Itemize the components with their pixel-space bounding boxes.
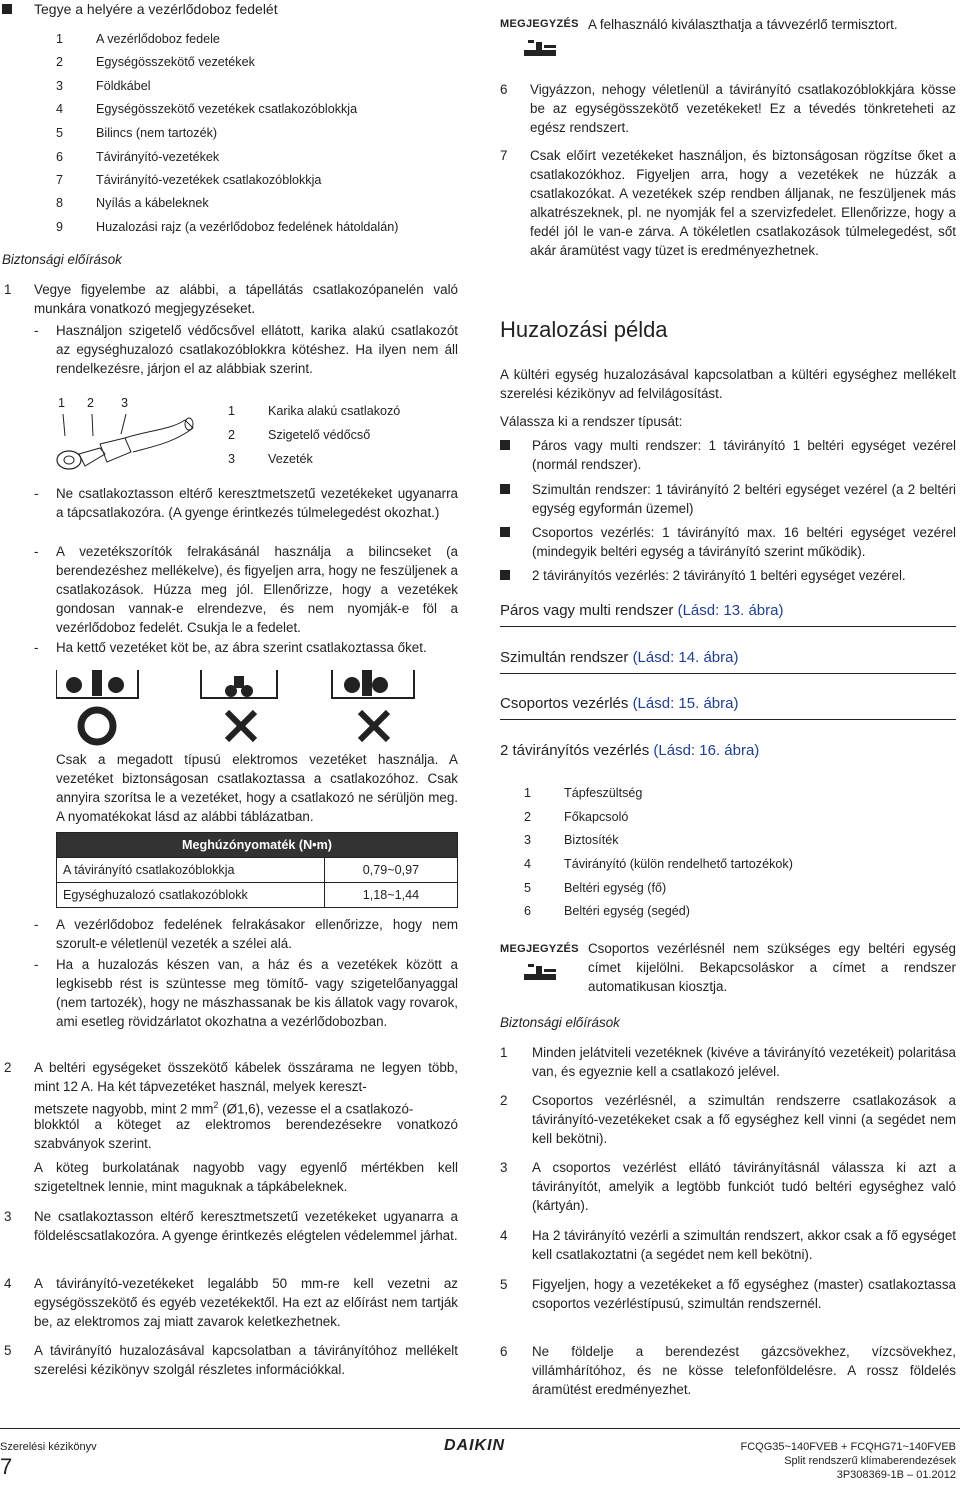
list-item: 7 Távirányító-vezetékek csatlakozóblokkja: [56, 173, 322, 187]
item-text: Vegye figyelembe az alábbi, a tápellátás csatlakozópanelén való munkára vonatkozó megjegyzéseket.: [34, 282, 458, 316]
legend-item: 5 Beltéri egység (fő): [524, 881, 667, 895]
item-text: Ha 2 távirányító vezérli a szimultán rendszert, akkor csak a fő egységet kell csatlakoztatni (a segédet nem kell bekötni).: [532, 1228, 956, 1262]
item-number: 3: [500, 1160, 508, 1175]
divider: [500, 626, 956, 627]
item-number: 5: [500, 1277, 508, 1292]
bullet-square-icon: [500, 440, 510, 450]
dash-text: Ne csatlakoztasson eltérő keresztmetszetű vezetékeket ugyanarra a tápcsatlakozóra. (A gyenge érintkezés túlmelegedést okozhat.): [56, 486, 458, 520]
item-text: blokktól a köteget az elektromos berendezésekre vonatkozó szabványok szerint.: [34, 1117, 458, 1151]
wire-connection-examples: [56, 668, 416, 748]
table-row: A távirányító csatlakozóblokkja 0,79~0,97: [57, 858, 458, 883]
item-text: A távirányító huzalozásával kapcsolatban a távirányítóhoz mellékelt szerelési kézikönyv szolgál részletes információkkal.: [34, 1343, 458, 1377]
divider: [500, 719, 956, 720]
item-text: A csoportos vezérlést ellátó távirányításnál válassza ki azt a távirányítót, amelyik a legtöbb funkciót tudó beltéri egységhez való (kártyán).: [532, 1160, 956, 1213]
correct-example: [56, 670, 138, 742]
wrong-example-2: [332, 670, 414, 740]
ring-terminal-figure: [55, 414, 215, 484]
item-text: A köteg burkolatának nagyobb vagy egyenlő mértékben kell szigeteltnek lennie, mint maguknak a tápkábeleknek.: [34, 1160, 458, 1194]
dash: -: [34, 323, 39, 338]
item-text: Ne földelje a berendezést gázcsövekhez, vízcsövekhez, villámhárítóhoz, és ne kösse telefonföldelésre. A rossz földelés áramütést eredményezhet.: [532, 1344, 956, 1397]
safety-title: Biztonsági előírások: [2, 252, 122, 267]
dash-text: Ha a huzalozás készen van, a ház és a vezetékek között a legkisebb rést is szüntesse meg tömítő- vagy szigetelőanyaggal (nem tartozék), hogy ne mászhassanak be kis állatok vagy rovarok, ami esetleg rövidzárlatot okozhatna a vezérlődobozban.: [56, 957, 458, 1029]
item-text: A távirányító-vezetékeket legalább 50 mm-re kell vezetni az egységösszekötő és egyéb vezetékektől. Ha ezt az előírást nem tartják be, az elektromos zaj miatt zavarok keletkezhetnek.: [34, 1276, 458, 1329]
subheading: 2 távirányítós vezérlés (Lásd: 16. ábra): [500, 742, 760, 759]
safety-title: Biztonsági előírások: [500, 1015, 620, 1030]
list-item: 3 Földkábel: [56, 79, 151, 93]
item-number: 5: [4, 1343, 12, 1358]
note-text: A felhasználó kiválaszthatja a távvezérlő termisztort.: [588, 17, 898, 32]
legend-item: 3 Vezeték: [228, 452, 313, 466]
legend-item: 2 Főkapcsoló: [524, 810, 629, 824]
item-number: 2: [4, 1060, 12, 1075]
legend-item: 1 Tápfeszültség: [524, 786, 643, 800]
figure-number: 3: [121, 396, 129, 410]
figure-number: 1: [58, 396, 66, 410]
section-heading: Tegye a helyére a vezérlődoboz fedelét: [34, 1, 278, 17]
item-number: 1: [4, 282, 12, 297]
bullet-square-icon: [2, 4, 12, 14]
legend-item: 1 Karika alakú csatlakozó: [228, 404, 401, 418]
item-text: Figyeljen, hogy a vezetékeket a fő egységhez (master) csatlakoztassa csoportos vezérléstípusú, szimultán rendszernél.: [532, 1277, 956, 1311]
list-item: 6 Távirányító-vezetékek: [56, 150, 220, 164]
list-item: 1 A vezérlődoboz fedele: [56, 32, 220, 46]
list-item: 8 Nyílás a kábeleknek: [56, 196, 209, 210]
item-text: Csak előírt vezetékeket használjon, és biztonságosan rögzítse őket a csatlakozókhoz. Figyeljen arra, hogy a vezetékek ne húzzák a csatlakozókat. A vezetékek szép rendben álljanak, ne feszüljenek más alkatrészeknek, pl. ne nyomják fel a szervizfedelet. Ellenőrizze, hogy a fedél jól le van-e zárva. A tökéletlen csatlakozások túlmelegedést, sőt akár áramütést vagy tüzet is eredményezhetnek.: [530, 148, 956, 258]
note-label: MEGJEGYZÉS: [500, 943, 579, 955]
subheading: Páros vagy multi rendszer (Lásd: 13. ábra): [500, 602, 784, 619]
footer-manual: Szerelési kézikönyv: [0, 1441, 97, 1453]
dash: -: [34, 544, 39, 559]
item-number: 3: [4, 1209, 12, 1224]
bullet-square-icon: [500, 570, 510, 580]
dash-text: A vezetékszorítók felrakásánál használja a bilincseket (a berendezéshez mellékelve), és figyeljen arra, hogy ne feszüljenek a csatlakozások. Húzza meg jól. Ellenőrizze, hogy a vezetékek gondosan vannak-e elrendezve, és nem nyomják-e föl a vezérlődoboz fedelét. Csukja le a fedelet.: [56, 544, 458, 635]
item-text: Ne csatlakoztasson eltérő keresztmetszetű vezetékeket ugyanarra a földeléscsatlakozóra. A gyenge érintkezés elégtelen védelemmel járhat.: [34, 1209, 458, 1243]
item-text: Minden jelátviteli vezetéknek (kivéve a távirányító vezetékeit) polaritása van, és egyeznie kell a csatlakozó jelével.: [532, 1045, 956, 1079]
subheading: Szimultán rendszer (Lásd: 14. ábra): [500, 649, 739, 666]
item-text-line: metszete nagyobb, mint 2 $mm^2$ (Ø1,6), vezesse el a csatlakozó-: [34, 1100, 414, 1117]
legend-item: 6 Beltéri egység (segéd): [524, 904, 691, 918]
footer-info: FCQG35~140FVEB + FCQHG71~140FVEB Split rendszerű klímaberendezések 3P308369-1B – 01.2012: [740, 1441, 956, 1481]
item-text: Csoportos vezérlésnél, a szimultán rendszerre csatlakozások a távirányító-vezetékeket csak a fő egységhez kell vinni (a segédet nem kell bekötni).: [532, 1093, 956, 1146]
bullet-text: Páros vagy multi rendszer: 1 távirányító 1 beltéri egységet vezérel (normál rendszer).: [532, 438, 956, 472]
dash: -: [34, 640, 39, 655]
dash-text: A vezérlődoboz fedelének felrakásakor ellenőrizze, hogy nem szorult-e véletlenül vezeték a szélei alá.: [56, 917, 458, 951]
section-heading: Huzalozási példa: [500, 317, 668, 342]
torque-table: [56, 832, 458, 908]
bullet-text: 2 távirányítós vezérlés: 2 távirányító 1 beltéri egységet vezérel.: [532, 568, 906, 583]
dash-text: Használjon szigetelő védőcsővel ellátott, karika alakú csatlakozót az egységhuzalozó csatlakozóblokkra kötéshez. Ha ilyen nem áll rendelkezésre, járjon el az alábbiak szerint.: [56, 323, 458, 376]
list-item: 5 Bilincs (nem tartozék): [56, 126, 218, 140]
item-text: A beltéri egységeket összekötő kábelek összárama ne legyen több, mint 12 A. Ha két tápvezetéket használ, melyek kereszt-: [34, 1060, 458, 1094]
choose-text: Válassza ki a rendszer típusát:: [500, 414, 683, 429]
legend-item: 3 Biztosíték: [524, 833, 619, 847]
bullet-text: Szimultán rendszer: 1 távirányító 2 beltéri egységet vezérel (a 2 beltéri egység egyformán üzemel): [532, 482, 956, 516]
list-item: 2 Egységösszekötő vezetékek: [56, 55, 255, 69]
bullet-square-icon: [500, 527, 510, 537]
item-number: 2: [500, 1093, 508, 1108]
pointing-hand-icon: [522, 36, 558, 58]
note-text: Csoportos vezérlésnél nem szükséges egy beltéri egység címet kijelölni. Bekapcsoláskor a címet a rendszer automatikusan kiosztja.: [588, 941, 956, 994]
bullet-square-icon: [500, 484, 510, 494]
intro-paragraph: A kültéri egység huzalozásával kapcsolatban a kültéri egységhez mellékelt szerelési kézikönyv ad felvilágosítást.: [500, 367, 956, 401]
figure-number: 2: [87, 396, 95, 410]
figure-reference[interactable]: (Lásd: 14. ábra): [632, 649, 739, 666]
item-number: 6: [500, 1344, 508, 1359]
wire-paragraph: Csak a megadott típusú elektromos vezetéket használja. A vezetéket biztonságosan csatlakoztassa a csatlakozóhoz. Csak annyira szorítsa le a vezetéket, hogy a csatlakozó ne sérüljön meg. A nyomatékokat lásd az alábbi táblázatban.: [56, 752, 458, 824]
page-number: 7: [0, 1454, 13, 1479]
brand-logo: DAIKIN: [444, 1437, 506, 1454]
figure-reference[interactable]: (Lásd: 15. ábra): [632, 695, 739, 712]
figure-reference[interactable]: (Lásd: 13. ábra): [677, 602, 784, 619]
pointing-hand-icon: [522, 960, 558, 982]
footer-divider: [0, 1428, 960, 1429]
item-number: 4: [4, 1276, 12, 1291]
divider: [500, 673, 956, 674]
legend-item: 4 Távirányító (külön rendelhető tartozékok): [524, 857, 793, 871]
dash-text: Ha kettő vezetéket köt be, az ábra szerint csatlakoztassa őket.: [56, 640, 427, 655]
item-number: 6: [500, 82, 508, 97]
dash: -: [34, 957, 39, 972]
list-item: 4 Egységösszekötő vezetékek csatlakozóblokkja: [56, 102, 358, 116]
dash: -: [34, 486, 39, 501]
figure-reference[interactable]: (Lásd: 16. ábra): [653, 742, 760, 759]
item-number: 4: [500, 1228, 508, 1243]
subheading: Csoportos vezérlés (Lásd: 15. ábra): [500, 695, 739, 712]
note-label: MEGJEGYZÉS: [500, 18, 579, 30]
legend-item: 2 Szigetelő védőcső: [228, 428, 371, 442]
table-header: Meghúzónyomaték (N•m): [57, 833, 458, 858]
bullet-text: Csoportos vezérlés: 1 távirányító max. 16 beltéri egységet vezérel (mindegyik beltéri egység a távirányító szerint működik).: [532, 525, 956, 559]
item-number: 1: [500, 1045, 508, 1060]
table-row: Egységhuzalozó csatlakozóblokk 1,18~1,44: [57, 883, 458, 908]
item-number: 7: [500, 148, 508, 163]
list-item: 9 Huzalozási rajz (a vezérlődoboz fedelének hátoldalán): [56, 220, 399, 234]
item-text: Vigyázzon, nehogy véletlenül a távirányító csatlakozóblokkjára kösse be az egységösszekötő vezetékeket! Ez a tévedés tönkreteheti az egész rendszert.: [530, 82, 956, 135]
dash: -: [34, 917, 39, 932]
wrong-example-1: [201, 670, 277, 740]
